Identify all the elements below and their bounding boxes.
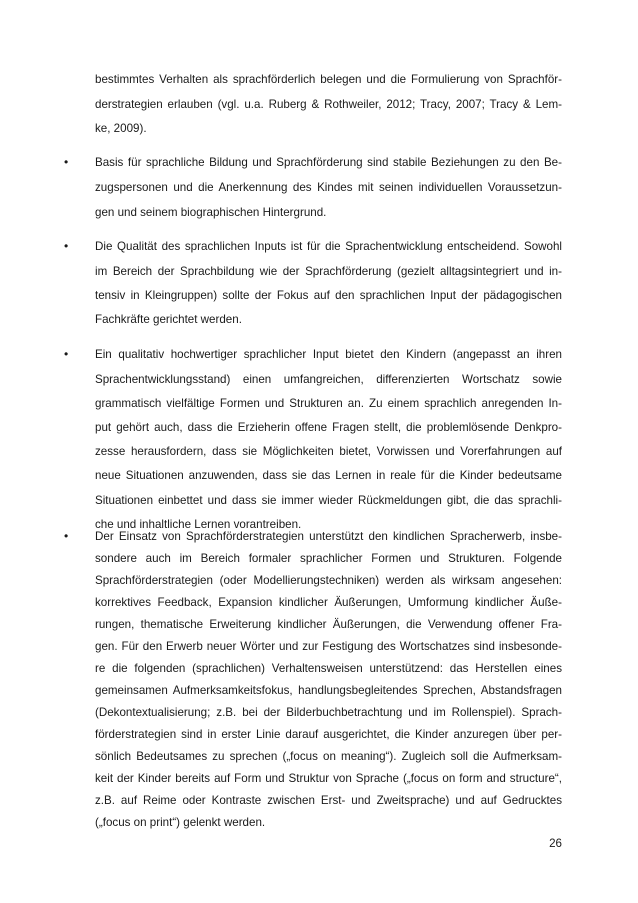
bullet-marker <box>64 530 72 538</box>
text-line: gen. Für den Erwerb neuer Wörter und zur Festigung des Wortschatzes sind insbesonde- <box>95 640 562 653</box>
text-line: derstrategien erlauben (vgl. u.a. Ruberg & Rothweiler, 2012; Tracy, 2007; Tracy & Lem- <box>95 98 562 111</box>
text-line: grammatisch vielfältige Formen und Strukturen an. Zu einem sprachlich anregenden In- <box>95 397 562 410</box>
text-line: sönlich Bedeutsames zu sprechen („focus on meaning“). Zugleich soll die Aufmerksam- <box>95 750 562 763</box>
text-line: Ein qualitativ hochwertiger sprachlicher Input bietet den Kindern (angepasst an ihren <box>95 348 562 361</box>
text-line: sondere auch im Bereich formaler sprachlicher Formen und Strukturen. Folgende <box>95 552 562 565</box>
text-line: gen und seinem biographischen Hintergrund. <box>95 206 327 219</box>
text-line: Sprachförderstrategien (oder Modellierungstechniken) werden als wirksam angesehen: <box>95 574 562 587</box>
text-line: Sprachentwicklungsstand) einen umfangreichen, differenzierten Wortschatz sowie <box>95 373 562 386</box>
text-line: („focus on print“) gelenkt werden. <box>95 816 266 829</box>
text-line: im Bereich der Sprachbildung wie der Sprachförderung (gezielt alltagsintegriert und in- <box>95 265 562 278</box>
bullet-marker <box>64 156 72 164</box>
text-line: gemeinsamen Aufmerksamkeitsfokus, handlungsbegleitendes Sprechen, Abstandsfragen <box>95 684 562 697</box>
page-number: 26 <box>549 837 562 850</box>
text-line: Die Qualität des sprachlichen Inputs ist für die Sprachentwicklung entscheidend. Sowohl <box>95 240 562 253</box>
text-line: rungen, thematische Erweiterung kindlicher Äußerungen, die Verwendung offener Fra- <box>95 618 562 631</box>
text-line: (Dekontextualisierung; z.B. bei der Bilderbuchbetrachtung und im Rollenspiel). Sprach- <box>95 706 562 719</box>
text-line: che und inhaltliche Lernen vorantreiben. <box>95 518 302 531</box>
text-line: z.B. auf Reime oder Kontraste zwischen Erst- und Zweitsprache) und auf Gedrucktes <box>95 794 562 807</box>
text-line: Der Einsatz von Sprachförderstrategien unterstützt den kindlichen Spracherwerb, insbe- <box>95 530 562 543</box>
text-line: put gehört auch, dass die Erzieherin offene Fragen stellt, die problemlösende Denkpro- <box>95 421 562 434</box>
text-line: zugspersonen und die Anerkennung des Kindes mit seinen individuellen Voraussetzun- <box>95 181 562 194</box>
text-line: neue Situationen anzuwenden, dass sie das Lernen in reale für die Kinder bedeutsame <box>95 469 562 482</box>
text-line: ke, 2009). <box>95 122 147 135</box>
text-line: korrektives Feedback, Expansion kindlicher Äußerungen, Umformung kindlicher Äuße- <box>95 596 562 609</box>
bullet-marker <box>64 348 72 356</box>
text-line: förderstrategien sind in erster Linie darauf ausgerichtet, die Kinder anzuregen über per- <box>95 728 562 741</box>
text-line: tensiv in Kleingruppen) sollte der Fokus auf den sprachlichen Input der pädagogischen <box>95 289 562 302</box>
text-line: bestimmtes Verhalten als sprachförderlich belegen und die Formulierung von Sprachför- <box>95 73 562 86</box>
text-line: keit der Kinder bereits auf Form und Struktur von Sprache („focus on form and structure“, <box>95 772 562 785</box>
text-line: Fachkräfte gerichtet werden. <box>95 313 242 326</box>
text-line: Basis für sprachliche Bildung und Sprachförderung sind stabile Beziehungen zu den Be- <box>95 156 562 169</box>
text-line: Situationen einbettet und dass sie immer wieder Rückmeldungen gibt, die das sprachli- <box>95 494 562 507</box>
text-line: re die folgenden (sprachlichen) Verhaltensweisen unterstützend: das Herstellen eines <box>95 662 562 675</box>
bullet-marker <box>64 240 72 248</box>
text-line: zesse herausfordern, dass sie Möglichkeiten bietet, Vorwissen und Vorerfahrungen auf <box>95 445 562 458</box>
